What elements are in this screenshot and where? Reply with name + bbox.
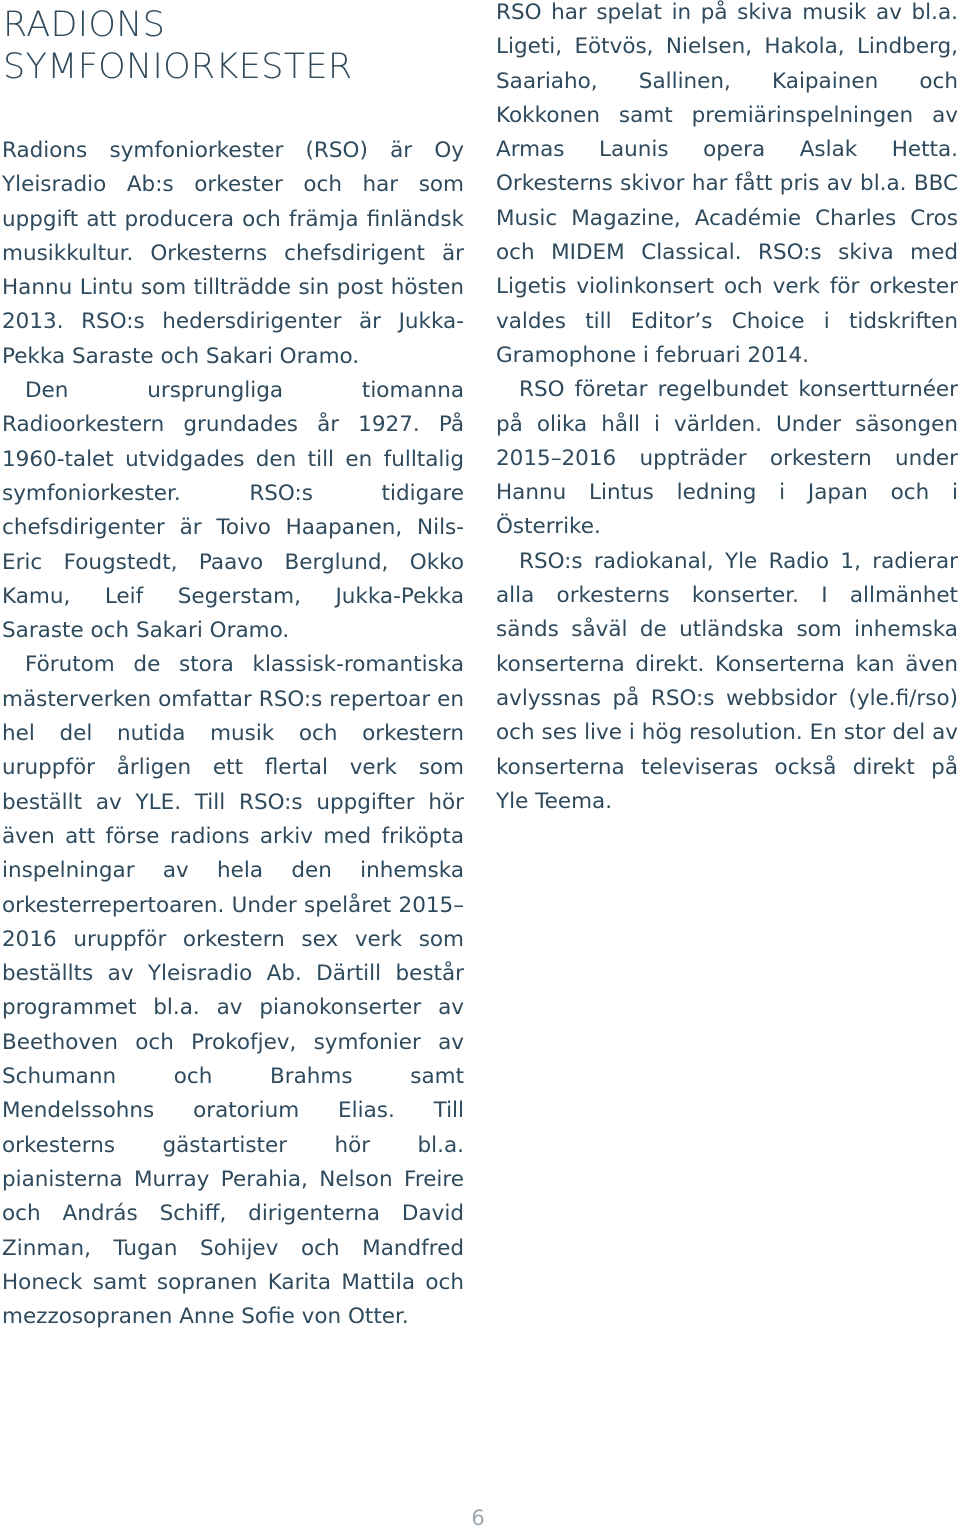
right-column: [496, 0, 958, 819]
page-title: RADIONS SYMFONIORKESTER: [3, 5, 353, 87]
paragraph-intro: Radions symfoniorkester (RSO) är Oy Yleisradio Ab:s orkester och har som uppgift att producera och främja finländsk musikkultur. Orkesterns chefsdirigent är Hannu Lintu som tillträdde sin post hösten 2013. RSO:s hedersdirigenter är Jukka-Pekka Saraste och Sakari Oramo.: [2, 138, 464, 369]
paragraph-tours: RSO företar regelbundet konsertturnéer på olika håll i världen. Under säsongen 2015–2016 uppträder orkestern under Hannu Lintus ledning i Japan och i Österrike.: [496, 377, 958, 540]
page-number: 6: [471, 1506, 485, 1530]
left-column: [2, 134, 464, 1334]
paragraph-recordings: RSO har spelat in på skiva musik av bl.a. Ligeti, Eötvös, Nielsen, Hakola, Lindberg, Saariaho, Sallinen, Kaipainen och Kokkonen samt premiärinspelningen av Armas Launis opera Aslak Hetta. Orkesterns skivor har fått pris av bl.a. BBC Music Magazine, Académie Charles Cros och MIDEM Classical. RSO:s skiva med Ligetis violinkonsert och verk för orkester valdes till Editor’s Choice i tidskriften Gramophone i februari 2014.: [496, 0, 958, 368]
paragraph-repertoire: Förutom de stora klassisk-romantiska mästerverken omfattar RSO:s repertoar en hel del nutida musik och orkestern uruppför årligen ett flertal verk som beställt av YLE. Till RSO:s uppgifter hör även att förse radions arkiv med friköpta inspelningar av hela den inhemska orkesterrepertoaren. Under spelåret 2015–2016 uruppför orkestern sex verk som beställts av Yleisradio Ab. Därtill består programmet bl.a. av pianokonserter av Beethoven och Prokofjev, symfonier av Schumann och Brahms samt Mendelssohns oratorium Elias. Till orkesterns gästartister hör bl.a. pianisterna Murray Perahia, Nelson Freire och András Schiff, dirigenterna David Zinman, Tugan Sohijev och Mandfred Honeck samt sopranen Karita Mattila och mezzosopranen Anne Sofie von Otter.: [2, 652, 464, 1330]
paragraph-radio: RSO:s radiokanal, Yle Radio 1, radierar alla orkesterns konserter. I allmänhet sänds såväl de utländska som inhemska konserterna direkt. Konserterna kan även avlyssnas på RSO:s webbsidor (yle.fi/rso) och ses live i hög resolution. En stor del av konserterna televiseras också direkt på Yle Teema.: [496, 548, 958, 814]
paragraph-history: Den ursprungliga tiomanna Radioorkestern grundades år 1927. På 1960-talet utvidgades den till en fulltalig symfoniorkester. RSO:s tidigare chefsdirigenter är Toivo Haapanen, Nils-Eric Fougstedt, Paavo Berglund, Okko Kamu, Leif Segerstam, Jukka-Pekka Saraste och Sakari Oramo.: [2, 378, 464, 644]
